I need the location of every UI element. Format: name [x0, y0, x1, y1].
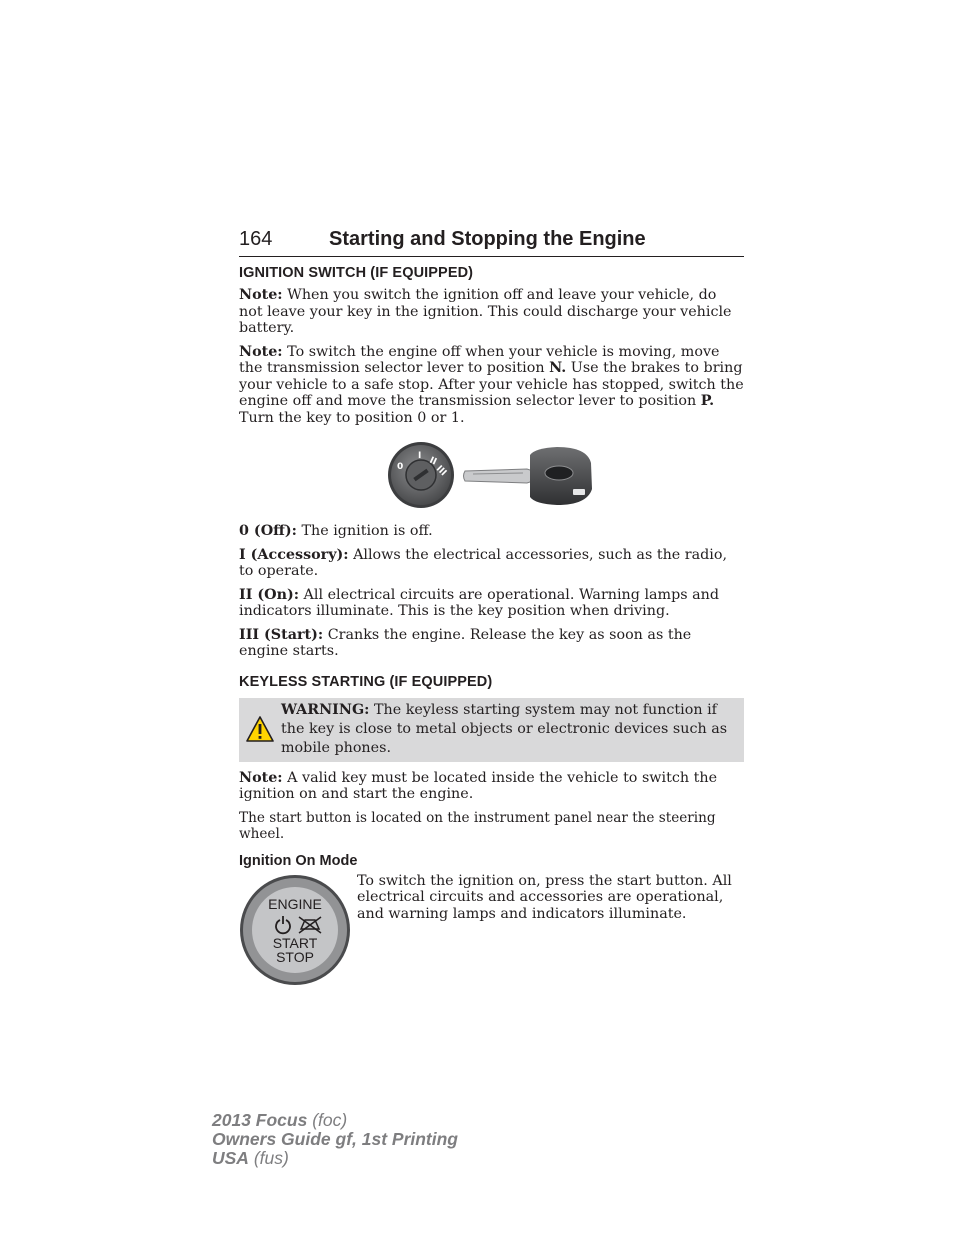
page-footer: [212, 1111, 458, 1168]
note-battery: Note: When you switch the ignition off and leave your vehicle, do not leave your key in the ignition. This could discharge your vehicle battery.: [239, 287, 732, 336]
svg-text:0: 0: [396, 462, 403, 472]
footer-line-1: 2013 Focus (foc): [212, 1110, 348, 1130]
key-and-cylinder-image: [387, 441, 597, 511]
position-3: III (Start): Cranks the engine. Release the key as soon as the engine starts.: [239, 626, 692, 659]
keyless-starting-heading: KEYLESS STARTING (IF EQUIPPED): [239, 673, 493, 690]
svg-text:STOP: STOP: [276, 948, 314, 965]
page-number: 164: [239, 228, 273, 250]
ignition-on-text: To switch the ignition on, press the start button. All electrical circuits and accessories are operational, and warning lamps and indicators illuminate.: [357, 872, 732, 922]
page-header: [239, 228, 744, 257]
ignition-cylinder: [388, 442, 454, 508]
svg-text:III: III: [433, 464, 448, 479]
svg-text:II: II: [427, 455, 438, 468]
position-1: I (Accessory): Allows the electrical accessories, such as the radio, to operate.: [239, 546, 728, 579]
note-valid-key: Note: A valid key must be located inside the vehicle to switch the ignition on and start the engine.: [239, 769, 718, 802]
page-title: Starting and Stopping the Engine: [329, 228, 646, 250]
warning-triangle-icon: [243, 701, 281, 758]
start-button-location: The start button is located on the instrument panel near the steering wheel.: [239, 809, 716, 842]
svg-text:I: I: [417, 451, 421, 461]
position-0: 0 (Off): The ignition is off.: [239, 523, 433, 539]
manual-page: [239, 228, 744, 990]
warning-text: WARNING: The keyless starting system may not function if the key is close to metal objects or electronic devices such as mobile phones.: [281, 701, 728, 756]
note-engine-off: Note: To switch the engine off when your vehicle is moving, move the transmission selector lever to position N. Use the brakes to bring your vehicle to a safe stop. After your vehicle has stopped, switch the engine off and move the transmission selector lever to position P. Turn the key to position 0 or 1.: [239, 343, 744, 426]
engine-start-stop-button-image: [239, 873, 357, 990]
footer-line-3: USA (fus): [212, 1148, 289, 1168]
ignition-on-mode: [239, 873, 744, 990]
svg-text:ENGINE: ENGINE: [268, 895, 322, 912]
ignition-key: [463, 447, 592, 505]
footer-line-2: Owners Guide gf, 1st Printing: [212, 1129, 458, 1149]
svg-text:START: START: [272, 934, 318, 951]
ignition-switch-heading: IGNITION SWITCH (IF EQUIPPED): [239, 265, 474, 281]
ignition-key-illustration: [239, 441, 744, 511]
warning-box: [239, 698, 744, 762]
position-2: II (On): All electrical circuits are operational. Warning lamps and indicators illuminate. This is the key position when driving.: [239, 586, 720, 619]
ignition-on-mode-heading: Ignition On Mode: [239, 852, 358, 869]
